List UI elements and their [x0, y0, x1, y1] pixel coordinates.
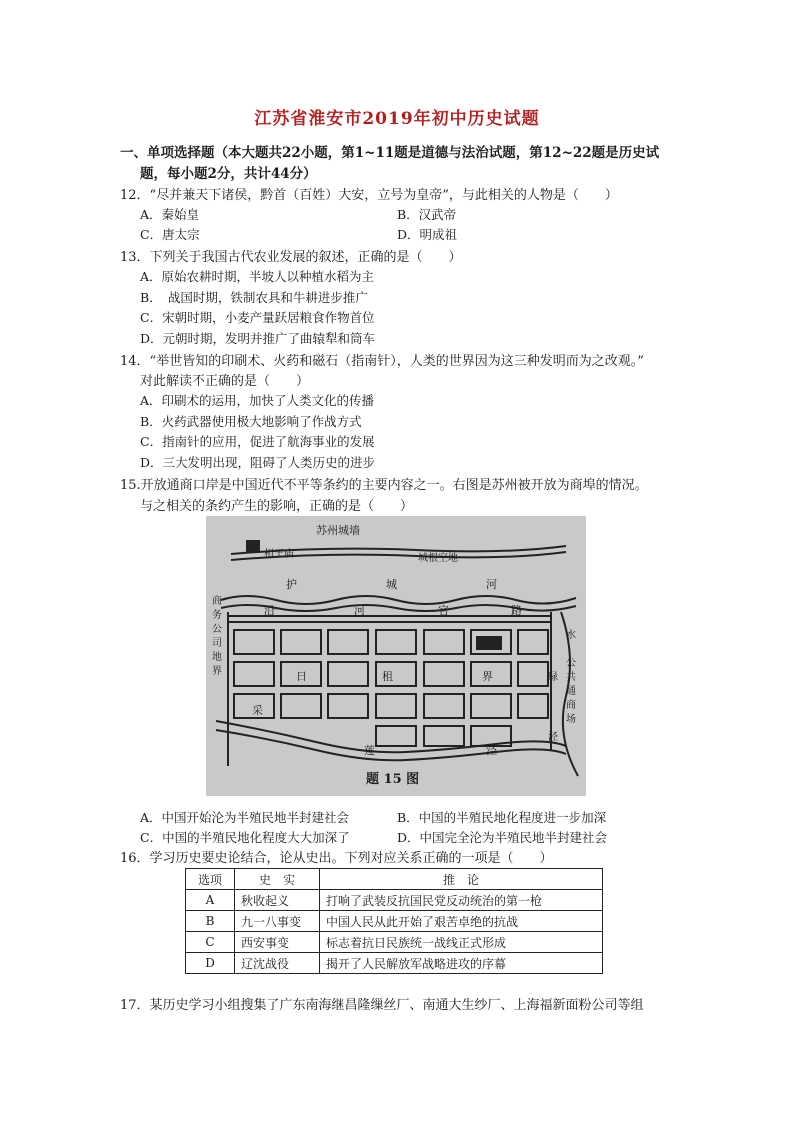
- table-header-option: 选项: [186, 869, 235, 890]
- q16-table: [185, 868, 603, 974]
- q12-option-b: B．汉武帝: [397, 207, 457, 222]
- table-header-inference: 推 论: [320, 869, 603, 890]
- q15-option-d: D．中国完全沦为半殖民地半封建社会: [397, 830, 608, 845]
- map-jing2-label: 泾: [486, 744, 497, 757]
- table-cell-inference: 打响了武装反抗国民党反动统治的第一枪: [320, 890, 603, 911]
- map-left-label-3: 公: [212, 624, 222, 635]
- suzhou-concession-map: [206, 516, 586, 796]
- q15-stem-line2: 与之相关的条约产生的影响，正确的是（ ）: [140, 499, 414, 514]
- map-japanese-char-1: 日: [296, 670, 307, 683]
- map-left-label-4: 司: [212, 638, 222, 649]
- table-cell-inference: 标志着抗日民族统一战线正式形成: [320, 932, 603, 953]
- map-japanese-char-2: 租: [382, 670, 393, 683]
- map-temple-label: 相王庙: [264, 549, 294, 560]
- q14-option-c: C．指南针的应用，促进了航海事业的发展: [140, 434, 375, 449]
- map-road-char-1: 沿: [264, 604, 275, 617]
- map-water-label: 水: [566, 630, 576, 641]
- q15-option-c: C．中国的半殖民地化程度大大加深了: [140, 830, 350, 845]
- map-green-label: 绿: [548, 672, 558, 683]
- map-right-label-4: 商: [566, 700, 576, 711]
- table-cell-inference: 中国人民从此开始了艰苦卓绝的抗战: [320, 911, 603, 932]
- table-cell-fact: 西安事变: [235, 932, 320, 953]
- q14-stem-line2: 对此解读不正确的是（ ）: [140, 374, 310, 389]
- map-left-label-1: 商: [212, 596, 222, 607]
- map-moat-char-3: 河: [486, 578, 497, 591]
- q12-option-c: C．唐太宗: [140, 227, 200, 242]
- map-right-label-5: 场: [566, 714, 576, 725]
- map-left-label-5: 地: [212, 652, 222, 663]
- table-cell-option: D: [186, 953, 235, 974]
- map-left-label-2: 务: [212, 610, 222, 621]
- table-row: [186, 932, 603, 953]
- table-row: [186, 890, 603, 911]
- table-cell-option: A: [186, 890, 235, 911]
- map-lian-label: 莲: [364, 744, 375, 757]
- q14-option-a: A．印刷术的运用，加快了人类文化的传播: [140, 393, 375, 408]
- q14-option-d: D．三大发明出现，阻碍了人类历史的进步: [140, 455, 376, 470]
- map-cai-label: 采: [252, 704, 263, 717]
- q15-option-a: A．中国开始沦为半殖民地半封建社会: [140, 810, 350, 825]
- q17-stem: 17．某历史学习小组搜集了广东南海继昌隆缫丝厂、南通大生纱厂、上海福新面粉公司等组: [120, 998, 644, 1013]
- section-heading-line2: 题，每小题2分，共计44分）: [140, 166, 317, 182]
- map-caption: 题 15 图: [366, 772, 420, 787]
- q14-option-b: B．火药武器使用极大地影响了作战方式: [140, 414, 362, 429]
- map-road-char-2: 河: [354, 604, 365, 617]
- map-moat-char-2: 城: [386, 578, 397, 591]
- map-road-char-3: 官: [438, 604, 449, 617]
- q15-option-b: B．中国的半殖民地化程度进一步加深: [397, 810, 607, 825]
- map-city-wall-label: 苏州城墙: [316, 524, 360, 537]
- q13-stem: 13．下列关于我国古代农业发展的叙述，正确的是（ ）: [120, 250, 462, 265]
- map-jing-label: 泾: [548, 732, 558, 743]
- q13-option-d: D．元朝时期，发明并推广了曲辕犁和筒车: [140, 331, 376, 346]
- q12-option-a: A．秦始皇: [140, 207, 200, 222]
- map-left-label-6: 界: [212, 666, 222, 677]
- map-right-label-2: 共: [566, 672, 576, 683]
- q13-option-a: A．原始农耕时期，半坡人以种植水稻为主: [140, 269, 375, 284]
- section-heading-line1: 一、单项选择题（本大题共22小题，第1~11题是道德与法治试题，第12~22题是历史试: [120, 145, 660, 161]
- map-moat-char-1: 护: [286, 578, 297, 591]
- table-header-row: [186, 869, 603, 890]
- table-row: [186, 953, 603, 974]
- q13-option-c: C．宋朝时期，小麦产量跃居粮食作物首位: [140, 310, 375, 325]
- map-japanese-char-3: 界: [482, 670, 493, 683]
- q12-option-d: D．明成祖: [397, 227, 458, 242]
- q12-stem: 12．“尽并兼天下诸侯，黔首（百姓）大安，立号为皇帝”，与此相关的人物是（ ）: [120, 188, 618, 203]
- map-open-ground-label: 城根空地: [418, 553, 458, 564]
- table-cell-inference: 揭开了人民解放军战略进攻的序幕: [320, 953, 603, 974]
- table-cell-fact: 九一八事变: [235, 911, 320, 932]
- map-road-char-4: 路: [511, 604, 522, 617]
- q14-stem-line1: 14．“举世皆知的印刷术、火药和磁石（指南针），人类的世界因为这三种发明而为之改观。”: [120, 354, 644, 369]
- map-right-label-1: 公: [566, 658, 576, 669]
- table-cell-fact: 秋收起义: [235, 890, 320, 911]
- page-title: 江苏省淮安市2019年初中历史试题: [254, 109, 540, 129]
- table-header-fact: 史 实: [235, 869, 320, 890]
- table-cell-fact: 辽沈战役: [235, 953, 320, 974]
- table-row: [186, 911, 603, 932]
- q16-stem: 16．学习历史要史论结合，论从史出。下列对应关系正确的一项是（ ）: [120, 851, 553, 866]
- q15-stem-line1: 15.开放通商口岸是中国近代不平等条约的主要内容之一。右图是苏州被开放为商埠的情况。: [120, 478, 648, 493]
- table-cell-option: B: [186, 911, 235, 932]
- map-right-label-3: 通: [566, 686, 576, 697]
- table-cell-option: C: [186, 932, 235, 953]
- q13-option-b: B． 战国时期，铁制农具和牛耕进步推广: [140, 290, 368, 305]
